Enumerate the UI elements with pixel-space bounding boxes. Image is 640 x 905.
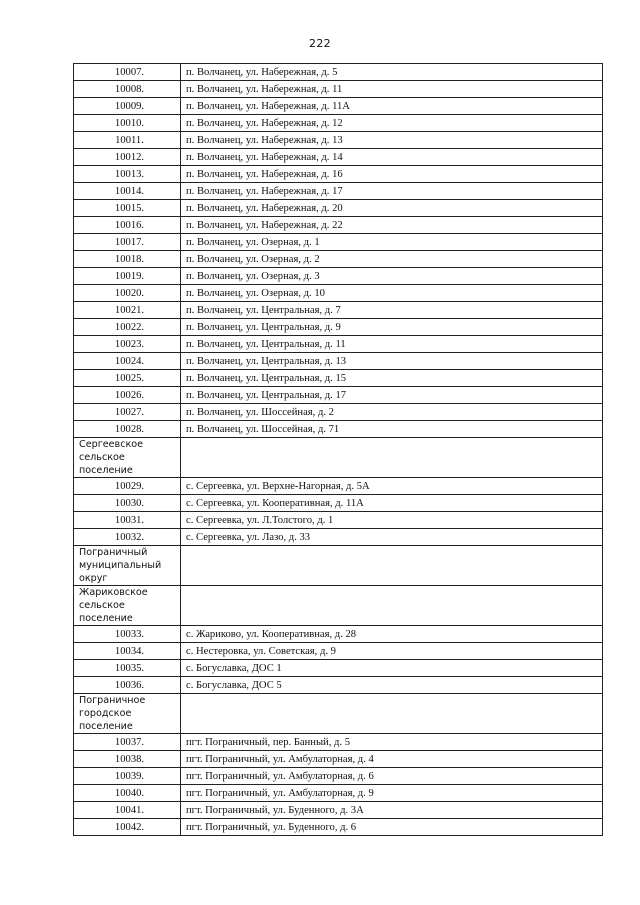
entry-number: 10008. [74,81,181,98]
entry-number: 10022. [74,319,181,336]
table-row [74,529,603,546]
entry-number: 10032. [74,529,181,546]
entry-number: 10042. [74,819,181,836]
entry-address: п. Волчанец, ул. Набережная, д. 22 [181,217,603,234]
section-title-line: муниципальный [79,560,162,571]
entry-number: 10010. [74,115,181,132]
entry-address: с. Сергеевка, ул. Кооперативная, д. 11А [181,495,603,512]
section-empty-cell [181,694,603,734]
entry-address: п. Волчанец, ул. Озерная, д. 10 [181,285,603,302]
entry-address: пгт. Пограничный, ул. Буденного, д. 3А [181,802,603,819]
table-row [74,234,603,251]
entry-address: п. Волчанец, ул. Набережная, д. 20 [181,200,603,217]
entry-number: 10019. [74,268,181,285]
entry-address: п. Волчанец, ул. Набережная, д. 12 [181,115,603,132]
entry-number: 10021. [74,302,181,319]
entry-number: 10036. [74,677,181,694]
table-row [74,734,603,751]
entry-address: с. Богуславка, ДОС 5 [181,677,603,694]
entry-number: 10033. [74,626,181,643]
section-empty-cell [181,586,603,626]
table-row [74,81,603,98]
table-row [74,302,603,319]
entry-address: п. Волчанец, ул. Набережная, д. 16 [181,166,603,183]
table-row [74,370,603,387]
entry-address: п. Волчанец, ул. Центральная, д. 13 [181,353,603,370]
entry-address: с. Нестеровка, ул. Советская, д. 9 [181,643,603,660]
table-row [74,751,603,768]
table-row [74,319,603,336]
entry-number: 10028. [74,421,181,438]
table-row [74,495,603,512]
section-title [74,546,181,586]
entry-number: 10023. [74,336,181,353]
entry-number: 10026. [74,387,181,404]
entry-number: 10027. [74,404,181,421]
entry-address: п. Волчанец, ул. Шоссейная, д. 2 [181,404,603,421]
entry-address: пгт. Пограничный, ул. Амбулаторная, д. 4 [181,751,603,768]
table-row [74,677,603,694]
entry-address: п. Волчанец, ул. Центральная, д. 7 [181,302,603,319]
entry-address: п. Волчанец, ул. Центральная, д. 17 [181,387,603,404]
entry-address: с. Сергеевка, ул. Лазо, д. 33 [181,529,603,546]
section-title-line: поселение [79,721,133,732]
entry-number: 10029. [74,478,181,495]
entry-number: 10035. [74,660,181,677]
table-row [74,404,603,421]
table-row [74,336,603,353]
entry-number: 10041. [74,802,181,819]
table-row [74,643,603,660]
entry-address: п. Волчанец, ул. Набережная, д. 11 [181,81,603,98]
table-row [74,251,603,268]
entry-address: п. Волчанец, ул. Центральная, д. 9 [181,319,603,336]
section-title-line: поселение [79,465,133,476]
section-title-line: сельское [79,600,125,611]
entry-address: пгт. Пограничный, ул. Буденного, д. 6 [181,819,603,836]
entry-address: п. Волчанец, ул. Шоссейная, д. 71 [181,421,603,438]
section-title-line: поселение [79,613,133,624]
table-row [74,626,603,643]
table-row [74,819,603,836]
table-row [74,132,603,149]
entry-number: 10020. [74,285,181,302]
table-row [74,660,603,677]
entry-number: 10017. [74,234,181,251]
table-row [74,217,603,234]
entry-address: п. Волчанец, ул. Набережная, д. 5 [181,64,603,81]
entry-number: 10030. [74,495,181,512]
section-title-line: Сергеевское [79,439,144,450]
table-row [74,183,603,200]
table-row [74,166,603,183]
entry-address: с. Сергеевка, ул. Л.Толстого, д. 1 [181,512,603,529]
page-number: 222 [309,37,331,50]
section-header-row [74,438,603,478]
entry-address: п. Волчанец, ул. Центральная, д. 11 [181,336,603,353]
section-title [74,438,181,478]
section-title-line: городское [79,708,132,719]
table-row [74,421,603,438]
section-header-row [74,694,603,734]
entry-address: с. Сергеевка, ул. Верхне-Нагорная, д. 5А [181,478,603,495]
entry-number: 10040. [74,785,181,802]
entry-number: 10013. [74,166,181,183]
entry-address: п. Волчанец, ул. Озерная, д. 2 [181,251,603,268]
entry-address: п. Волчанец, ул. Озерная, д. 1 [181,234,603,251]
entry-number: 10015. [74,200,181,217]
entry-number: 10034. [74,643,181,660]
entry-number: 10031. [74,512,181,529]
table-row [74,802,603,819]
entry-number: 10025. [74,370,181,387]
table-row [74,285,603,302]
entry-number: 10012. [74,149,181,166]
entry-number: 10037. [74,734,181,751]
entry-address: п. Волчанец, ул. Набережная, д. 11А [181,98,603,115]
entry-address: с. Жариково, ул. Кооперативная, д. 28 [181,626,603,643]
entry-address: пгт. Пограничный, ул. Амбулаторная, д. 9 [181,785,603,802]
entry-number: 10039. [74,768,181,785]
entry-address: с. Богуславка, ДОС 1 [181,660,603,677]
entry-address: п. Волчанец, ул. Набережная, д. 13 [181,132,603,149]
table-row [74,64,603,81]
entry-number: 10018. [74,251,181,268]
entry-address: п. Волчанец, ул. Центральная, д. 15 [181,370,603,387]
table-row [74,768,603,785]
table-row [74,268,603,285]
table-row [74,478,603,495]
table-row [74,115,603,132]
section-empty-cell [181,546,603,586]
table-row [74,512,603,529]
section-title [74,694,181,734]
section-title-line: округ [79,573,108,584]
entry-address: пгт. Пограничный, ул. Амбулаторная, д. 6 [181,768,603,785]
entry-address: п. Волчанец, ул. Набережная, д. 17 [181,183,603,200]
entry-address: п. Волчанец, ул. Озерная, д. 3 [181,268,603,285]
registry-body [74,64,603,836]
entry-address: п. Волчанец, ул. Набережная, д. 14 [181,149,603,166]
entry-number: 10011. [74,132,181,149]
entry-number: 10038. [74,751,181,768]
table-row [74,387,603,404]
entry-number: 10007. [74,64,181,81]
section-header-row [74,546,603,586]
section-title-line: Пограничное [79,695,146,706]
address-registry-table [73,63,603,836]
table-row [74,98,603,115]
section-title-line: Жариковское [79,587,148,598]
section-title [74,586,181,626]
entry-number: 10016. [74,217,181,234]
section-empty-cell [181,438,603,478]
entry-number: 10024. [74,353,181,370]
table-row [74,353,603,370]
entry-number: 10014. [74,183,181,200]
section-header-row [74,586,603,626]
entry-address: пгт. Пограничный, пер. Банный, д. 5 [181,734,603,751]
table-row [74,785,603,802]
entry-number: 10009. [74,98,181,115]
section-title-line: сельское [79,452,125,463]
table-row [74,200,603,217]
table-row [74,149,603,166]
section-title-line: Пограничный [79,547,148,558]
